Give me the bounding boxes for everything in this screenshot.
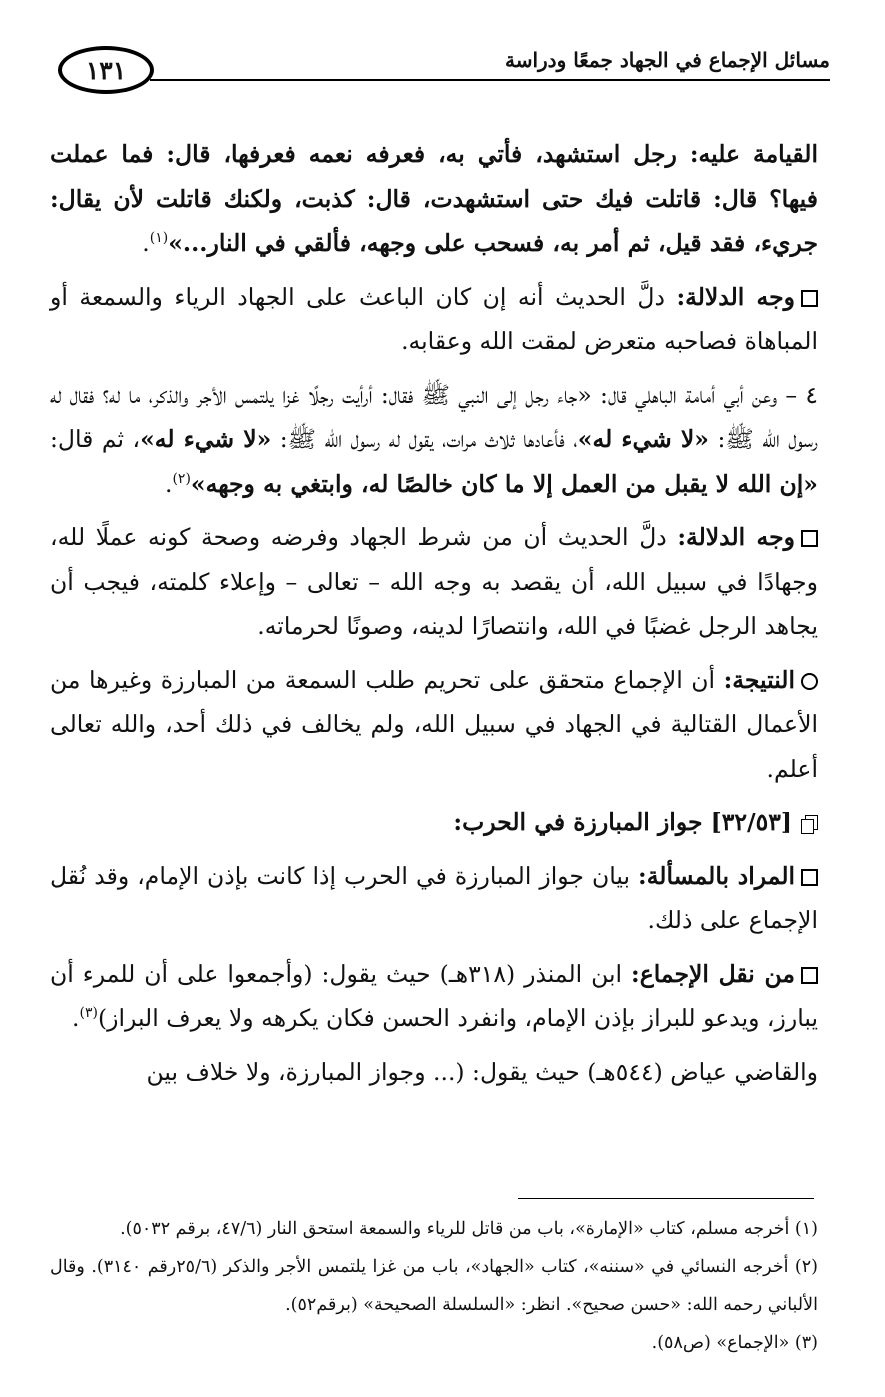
square-bullet-icon [801,530,818,547]
square-bullet-icon [801,869,818,886]
header-rule [150,79,830,81]
footnote-ref: (٣) [79,1005,98,1022]
footnote: (١) أخرجه مسلم، كتاب «الإمارة»، باب من قاتل للرياء والسمعة استحق النار (٤٧/٦، برقم ٥٠٣٢). [120,1219,818,1239]
page-number: ١٣١ [58,46,154,94]
period: . [72,1004,80,1032]
paragraph-text: ٤ – وعن أبي أمامة الباهلي قال: «جاء رجل إلى النبي ﷺ فقال: أرأيت رجلًا غزا يلتمس الأجر والذكر، ما له؟ فقال له رسول الله ﷺ: [50,380,819,453]
paragraph-text: دلَّ الحديث أنه إن كان الباعث على الجهاد الرياء والسمعة أو المباهاة فصاحبه متعرض لمقت الله وعقابه. [50,282,818,355]
paragraph [50,275,818,364]
section-label: من نقل الإجماع: [631,959,795,988]
circle-bullet-icon [801,673,818,690]
section-heading [50,800,818,845]
page-body [50,132,818,1103]
paragraph [50,1050,818,1095]
section-label: وجه الدلالة: [676,282,795,311]
paragraph [50,658,818,792]
quote-text: «لا شيء له» [140,425,272,453]
paragraph [50,515,818,649]
paragraph [50,952,818,1041]
footnotes [50,1210,818,1362]
paragraph-text: ابن المنذر (٣١٨هـ) حيث يقول: (وأجمعوا على أن للمرء أن يبارز، ويدعو للبراز بإذن الإمام، وانفرد الحسن فكان يكرهه ولا يعرف البراز) [50,959,818,1032]
book-title: مسائل الإجماع في الجهاد جمعًا ودراسة [504,48,830,72]
paragraph-text: بيان جواز المبارزة في الحرب إذا كانت بإذن الإمام، وقد نُقل الإجماع على ذلك. [50,861,818,934]
quote-text: «إن الله لا يقبل من العمل إلا ما كان خالصًا له، وابتغي به وجهه» [190,469,818,498]
paragraph [50,854,818,943]
footnote: (٣) «الإجماع» (ص٥٨). [651,1333,818,1353]
footnote: (٢) أخرجه النسائي في «سننه»، كتاب «الجهاد»، باب من غزا يلتمس الأجر والذكر (٢٥/٦رقم ٣١٤٠). وقال الألباني رحمه الله: «حسن صحيح». انظر: «السلسلة الصحيحة» (برقم٥٢). [50,1257,818,1315]
running-header [58,40,830,102]
heading-text: [٣٢/٥٣] جواز المبارزة في الحرب: [453,808,792,836]
section-label: المراد بالمسألة: [638,861,796,890]
footnote-ref: (١) [149,230,169,247]
square-bullet-icon [801,967,818,984]
section-label: وجه الدلالة: [677,523,795,551]
document-stack-icon [802,815,818,833]
paragraph [50,373,818,507]
quote-text: «لا شيء له» [577,425,709,453]
paragraph-text: والقاضي عياض (٥٤٤هـ) حيث يقول: (... وجواز المبارزة، ولا خلاف بين [146,1057,818,1086]
paragraph-text: أن الإجماع متحقق على تحريم طلب السمعة من المبارزة وغيرها من الأعمال القتالية في الجهاد في سبيل الله، ولم يخالف في ذلك أحد، والله تعالى أعلم. [50,665,818,783]
section-label: النتيجة: [723,665,795,694]
square-bullet-icon [801,290,818,307]
hadith-text: القيامة عليه: رجل استشهد، فأتي به، فعرفه نعمه فعرفها، قال: فما عملت فيها؟ قال: قاتلت فيك حتى استشهدت، قال: كذبت، ولكنك قاتلت لأن يقال: جريء، فقد قيل، ثم أمر به، فسحب على وجهه، فألقي في النار...» [50,140,818,257]
paragraph-text: ، ثم قال: [50,425,141,453]
period: . [142,229,150,257]
period: . [164,469,173,498]
footnote-ref: (٢) [172,470,191,487]
paragraph [50,132,818,266]
footnote-separator [518,1198,814,1199]
paragraph-text: دلَّ الحديث أن من شرط الجهاد وفرضه وصحة كونه عملًا لله، وجهادًا في سبيل الله، أن يقصد به وجه الله – تعالى – وإعلاء كلمته، فيجب أن يجاهد الرجل غضبًا في الله، وانتصارًا لدينه، وصونًا لحرماته. [50,523,818,640]
paragraph-text: ، فأعادها ثلاث مرات، يقول له رسول الله ﷺ: [271,425,578,453]
